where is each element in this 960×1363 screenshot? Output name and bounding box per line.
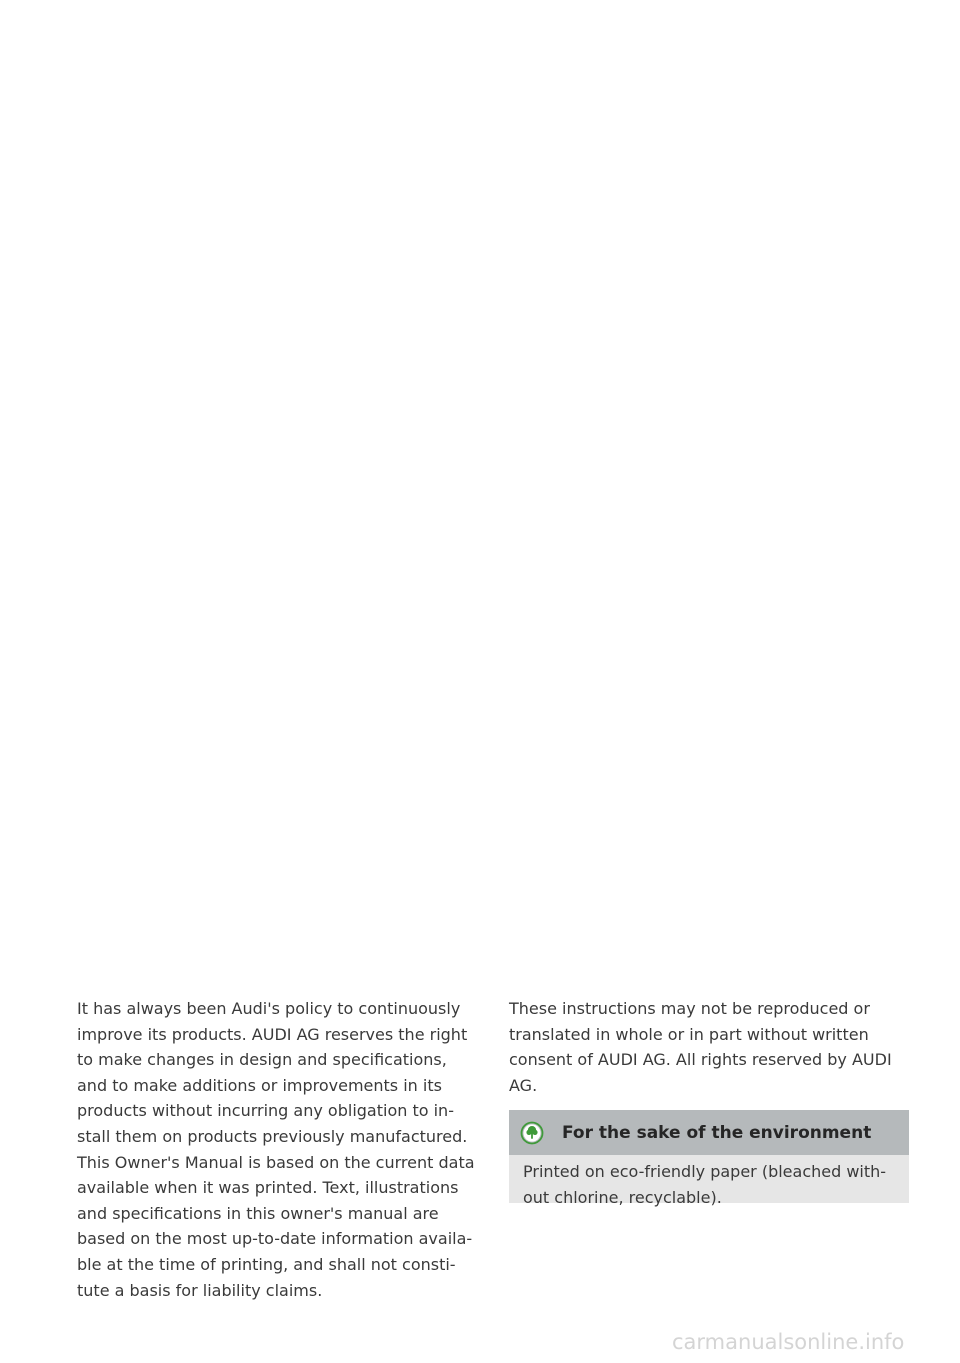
text-line: and to make additions or improvements in its <box>77 1075 442 1095</box>
text-line: improve its products. AUDI AG reserves the right <box>77 1024 468 1044</box>
policy-text <box>77 996 477 1303</box>
text-line: available when it was printed. Text, illustrations <box>77 1178 459 1198</box>
copyright-text <box>509 996 909 1098</box>
copyright-paragraph <box>509 996 909 1098</box>
policy-paragraph <box>77 996 477 1303</box>
tree-icon <box>520 1121 544 1145</box>
environment-notice <box>509 1110 909 1207</box>
text-line: tute a basis for liability claims. <box>77 1280 323 1300</box>
watermark: carmanualsonline.info <box>672 1330 905 1354</box>
text-line: out chlorine, recyclable). <box>523 1187 722 1207</box>
text-line: This Owner's Manual is based on the current data <box>77 1152 475 1172</box>
environment-notice-title: For the sake of the environment <box>562 1122 872 1143</box>
text-line: consent of AUDI AG. All rights reserved by AUDI <box>509 1050 892 1070</box>
text-line: It has always been Audi's policy to continuously <box>77 999 461 1018</box>
text-line: products without incurring any obligation to in- <box>77 1101 454 1121</box>
environment-notice-body <box>509 1155 909 1210</box>
text-line: translated in whole or in part without written <box>509 1024 869 1044</box>
text-line: Printed on eco-friendly paper (bleached with- <box>523 1162 887 1181</box>
text-line: AG. <box>509 1075 538 1095</box>
text-line: based on the most up-to-date information availa- <box>77 1229 473 1249</box>
text-line: to make changes in design and specifications, <box>77 1050 447 1070</box>
text-line: stall them on products previously manufactured. <box>77 1126 468 1146</box>
text-line: ble at the time of printing, and shall not consti- <box>77 1254 456 1274</box>
text-line: These instructions may not be reproduced or <box>509 999 870 1018</box>
text-line: and specifications in this owner's manual are <box>77 1203 439 1223</box>
environment-notice-header <box>509 1110 909 1155</box>
